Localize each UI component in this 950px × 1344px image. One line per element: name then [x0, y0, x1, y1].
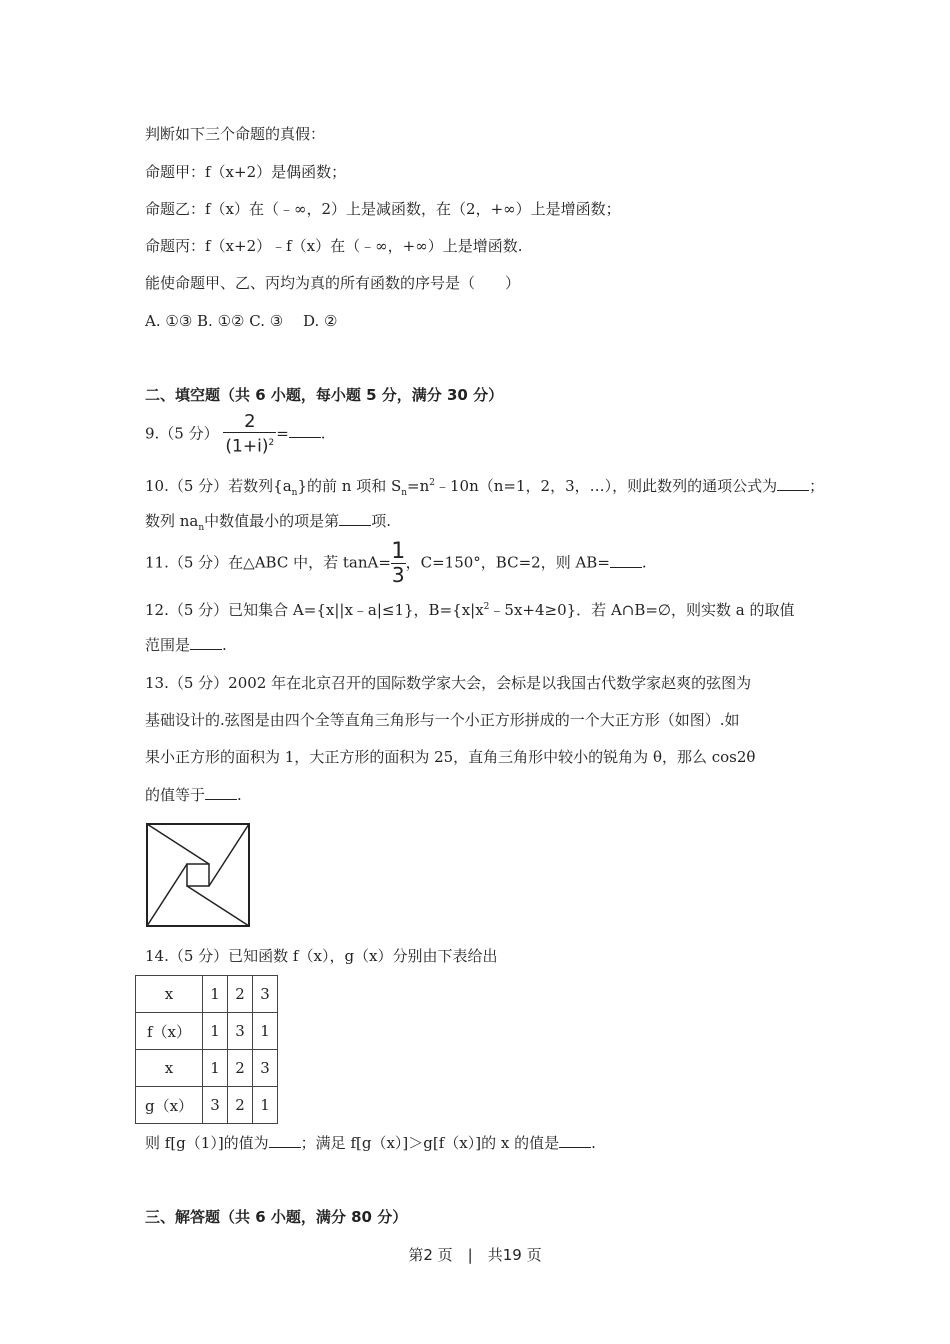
section2-heading: 二、填空题（共 6 小题，每小题 5 分，满分 30 分） [145, 386, 504, 404]
q11-fraction: $\frac{1}{3}$ [391, 539, 406, 587]
page-footer: 第2 页 | 共19 页 [408, 1246, 542, 1264]
question-12-line1: 12.（5 分）已知集合 A={x||x﹣a|≤1}，$B=\{x|x^2﹣5x+4\ge 0\}$．若 A∩B=∅，则实数 a 的取值 [145, 601, 795, 619]
q9-exponent: 2 [268, 438, 275, 448]
table-row: x 1 2 3 [136, 976, 278, 1013]
q9-equals: = [276, 424, 289, 443]
q13-answer-blank [205, 785, 237, 800]
q9-end: . [320, 424, 326, 443]
q10-answer-blank-2 [339, 511, 371, 526]
question-9 [145, 412, 326, 457]
table-row: x 1 2 3 [136, 1050, 278, 1087]
question-13-line3: 果小正方形的面积为 1，大正方形的面积为 25，直角三角形中较小的锐角为 θ，那么 cos2θ [145, 748, 756, 766]
proposition-a: 命题甲：f（x+2）是偶函数； [145, 163, 347, 181]
q9-answer-blank [289, 423, 321, 438]
q12-answer-blank [190, 635, 222, 650]
question-13-line1: 13.（5 分）2002 年在北京召开的国际数学家大会，会标是以我国古代数学家赵爽的弦图为 [145, 674, 752, 692]
table-row: g（x） 3 2 1 [136, 1087, 278, 1124]
q9-numerator: 2 [244, 411, 256, 432]
q9-prefix: 9.（5 分） [145, 424, 219, 443]
function-table [135, 975, 278, 1124]
question-10-line1: 10.（5 分）若数列$\{a_n\}$的前 n 项和 $S_n=n^2﹣10n(n=1$，2，3，…），则此数列的通项公式为 ； [145, 477, 825, 498]
proposition-b: 命题乙：f（x）在（﹣∞，2）上是减函数，在（2，+∞）上是增函数； [145, 200, 621, 218]
proposition-c: 命题丙：f（x+2）﹣f（x）在（﹣∞，+∞）上是增函数. [145, 237, 523, 255]
table-row: f（x） 1 3 1 [136, 1013, 278, 1050]
q10-answer-blank-1 [777, 476, 809, 491]
problem8-intro: 判断如下三个命题的真假： [145, 125, 326, 143]
question-14-intro: 14.（5 分）已知函数 f（x），g（x）分别由下表给出 [145, 947, 498, 965]
question-11: 11.（5 分）在△ABC 中，若 tanA= $\frac{1}{3}$ ，C=150°，BC=2，则 AB= . [145, 539, 647, 587]
q14-answer-blank-1 [269, 1133, 301, 1148]
question-10-line2: 数列 $na_n$中数值最小的项是第 项. [145, 512, 391, 533]
zhao-shuang-hypotenuse-diagram [145, 822, 251, 928]
question-13-line4: 的值等于 . [145, 786, 242, 804]
q9-fraction [223, 412, 276, 457]
question-12-line2: 范围是 . [145, 636, 227, 654]
section3-heading: 三、解答题（共 6 小题，满分 80 分） [145, 1208, 408, 1226]
question-13-line2: 基础设计的.弦图是由四个全等直角三角形与一个小正方形拼成的一个大正方形（如图）.如 [145, 711, 740, 729]
problem8-question: 能使命题甲、乙、丙均为真的所有函数的序号是（ ） [145, 274, 521, 292]
problem8-options: A. ①③ B. ①② C. ③ D. ② [145, 312, 338, 330]
q11-answer-blank [610, 553, 642, 568]
q9-denominator: $(1+i)^2$ [223, 432, 276, 457]
question-14-answer-line: 则 f[g（1）]的值为 ；满足 f[g（x）]＞g[f（x）]的 x 的值是 . [145, 1134, 596, 1152]
q14-answer-blank-2 [559, 1133, 591, 1148]
